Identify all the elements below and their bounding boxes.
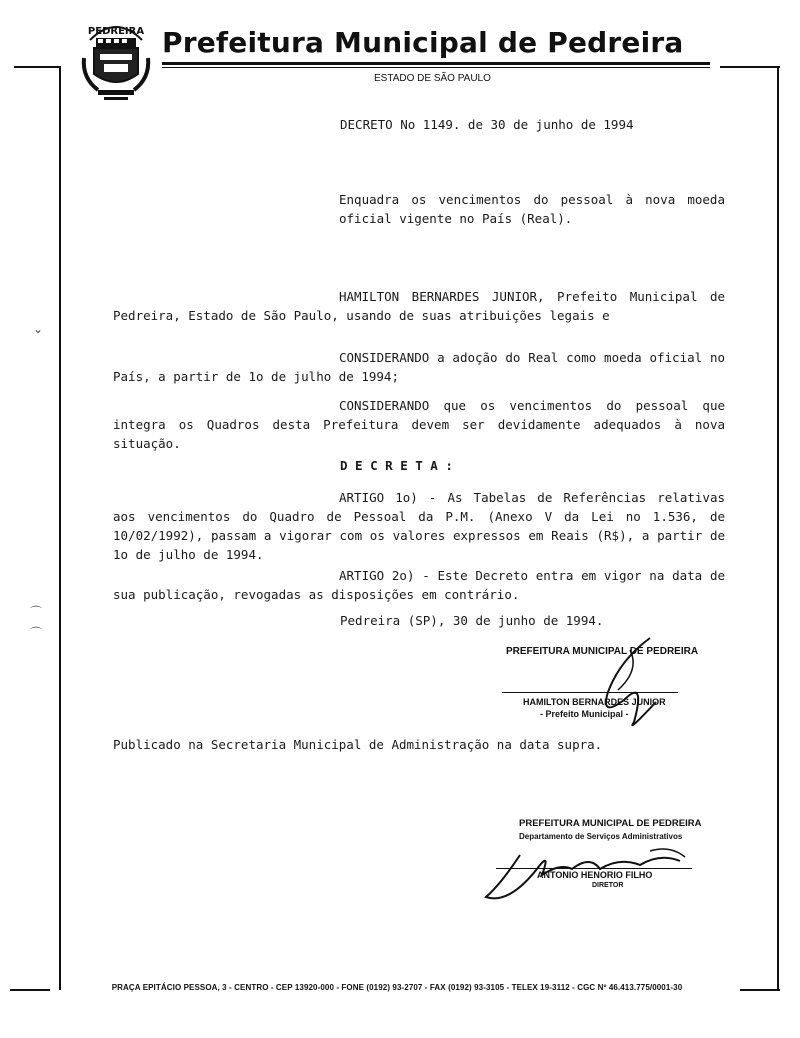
decree-preamble bbox=[113, 287, 725, 325]
signature-1-scribble-icon bbox=[560, 630, 700, 740]
decree-heading: DECRETO No 1149. de 30 de junho de 1994 bbox=[340, 117, 634, 132]
signature-1-name: HAMILTON BERNARDES JUNIOR bbox=[523, 697, 666, 707]
article-1-text: ARTIGO 1o) - As Tabelas de Referências relativas aos vencimentos do Quadro de Pessoal da P.M. (Anexo V da Lei no 1.536, de 10/02/1992), passam a vigorar com os valores expressos em Reais (R$), a partir de 1o de julho de 1994. bbox=[113, 490, 725, 562]
preamble-text: HAMILTON BERNARDES JUNIOR, Prefeito Municipal de Pedreira, Estado de São Paulo, usando de suas atribuições legais e bbox=[113, 289, 725, 323]
municipal-crest-icon bbox=[76, 18, 156, 102]
publication-note: Publicado na Secretaria Municipal de Administração na data supra. bbox=[113, 737, 603, 752]
crest-text: PEDREIRA bbox=[87, 26, 145, 37]
considering-2 bbox=[113, 396, 725, 453]
signature-2-name: ANTONIO HENORIO FILHO bbox=[537, 870, 653, 880]
page-title: Prefeitura Municipal de Pedreira bbox=[162, 26, 684, 59]
footer-rule-right bbox=[740, 989, 780, 991]
signature-2-dept: Departamento de Serviços Administrativos bbox=[519, 832, 683, 841]
margin-mark-1: ⌄ bbox=[33, 322, 44, 336]
state-label: ESTADO DE SÃO PAULO bbox=[374, 73, 491, 84]
article-2 bbox=[113, 566, 725, 604]
decreta-heading: D E C R E T A : bbox=[340, 458, 453, 473]
considering-1 bbox=[113, 348, 725, 386]
signature-2-org: PREFEITURA MUNICIPAL DE PEDREIRA bbox=[519, 818, 702, 829]
signature-1-line bbox=[502, 692, 678, 693]
decree-summary: Enquadra os vencimentos do pessoal à nova moeda oficial vigente no País (Real). bbox=[339, 192, 725, 226]
footer-address: PRAÇA EPITÁCIO PESSOA, 3 - CENTRO - CEP 13920-000 - FONE (0192) 93-2707 - FAX (0192) 93-3105 - TELEX 19-3112 - CGC Nº 46.413.775/0001-30 bbox=[111, 983, 683, 992]
article-2-text: ARTIGO 2o) - Este Decreto entra em vigor na data de sua publicação, revogadas as disposições em contrário. bbox=[113, 568, 725, 602]
place-date: Pedreira (SP), 30 de junho de 1994. bbox=[340, 613, 604, 628]
title-underline-thin bbox=[162, 67, 710, 68]
signature-1-org: PREFEITURA MUNICIPAL DE PEDREIRA bbox=[506, 646, 699, 657]
footer-rule-left bbox=[10, 989, 50, 991]
signature-2-line bbox=[496, 868, 692, 869]
frame-right-line bbox=[777, 66, 779, 990]
header-rule-right bbox=[720, 66, 780, 68]
considering-1-text: CONSIDERANDO a adoção do Real como moeda oficial no País, a partir de 1o de julho de 1994; bbox=[113, 350, 725, 384]
margin-mark-2: ⌒ bbox=[30, 605, 43, 619]
frame-left-line bbox=[59, 66, 61, 990]
title-underline bbox=[162, 62, 710, 65]
header-rule-left bbox=[14, 66, 60, 68]
signature-2-role: DIRETOR bbox=[592, 882, 624, 889]
margin-mark-3: ⌒ bbox=[30, 626, 43, 640]
article-1 bbox=[113, 488, 725, 564]
signature-1-role: - Prefeito Municipal - bbox=[540, 709, 629, 719]
considering-2-text: CONSIDERANDO que os vencimentos do pessoal que integra os Quadros desta Prefeitura devem ser devidamente adequados à nova situação. bbox=[113, 398, 725, 451]
